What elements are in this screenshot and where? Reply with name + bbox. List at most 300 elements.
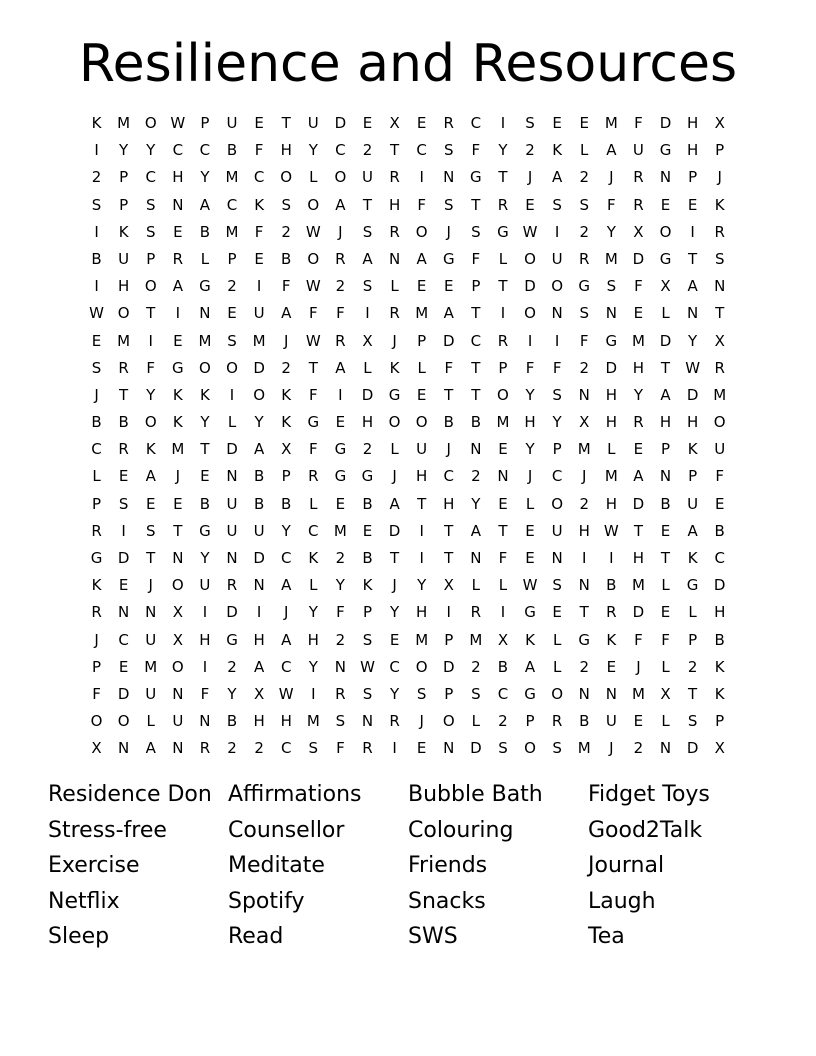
grid-letter[interactable]: T [633, 521, 643, 540]
grid-letter[interactable]: L [309, 494, 318, 513]
grid-letter[interactable]: G [524, 684, 536, 703]
grid-letter[interactable]: X [714, 739, 725, 758]
grid-letter[interactable]: E [416, 277, 427, 296]
grid-letter[interactable]: N [578, 385, 590, 404]
grid-letter[interactable]: B [497, 657, 509, 676]
grid-letter[interactable]: 2 [281, 222, 291, 241]
grid-letter[interactable]: C [497, 684, 509, 703]
grid-letter[interactable]: E [173, 331, 183, 350]
grid-letter[interactable]: W [603, 521, 619, 540]
grid-letter[interactable]: O [524, 249, 536, 268]
grid-letter[interactable]: U [226, 521, 238, 540]
grid-letter[interactable]: A [199, 195, 211, 214]
grid-letter[interactable]: T [417, 494, 427, 513]
grid-letter[interactable]: D [334, 114, 347, 132]
grid-letter[interactable]: M [469, 630, 483, 649]
grid-letter[interactable]: U [253, 521, 265, 540]
grid-letter[interactable]: N [172, 739, 184, 758]
grid-letter[interactable]: G [578, 277, 591, 296]
grid-letter[interactable]: R [389, 712, 400, 731]
grid-letter[interactable]: A [633, 467, 644, 486]
grid-letter[interactable]: E [606, 657, 617, 676]
grid-letter[interactable]: G [334, 467, 347, 486]
grid-letter[interactable]: O [171, 657, 184, 676]
grid-letter[interactable]: 2 [579, 168, 589, 187]
grid-letter[interactable]: R [497, 195, 509, 214]
grid-letter[interactable]: K [552, 141, 563, 160]
grid-letter[interactable]: U [145, 630, 157, 649]
grid-letter[interactable]: P [688, 630, 698, 649]
grid-letter[interactable]: S [687, 712, 698, 731]
grid-letter[interactable]: P [525, 712, 535, 731]
grid-letter[interactable]: L [661, 304, 670, 323]
grid-letter[interactable]: S [308, 739, 319, 758]
grid-letter[interactable]: K [687, 549, 698, 567]
grid-letter[interactable]: P [660, 440, 671, 459]
grid-letter[interactable]: I [94, 277, 99, 296]
grid-letter[interactable]: E [633, 712, 644, 731]
grid-letter[interactable]: T [688, 249, 698, 268]
grid-letter[interactable]: R [199, 739, 211, 758]
grid-letter[interactable]: F [200, 684, 210, 703]
grid-letter[interactable]: L [92, 467, 101, 486]
grid-letter[interactable]: J [446, 440, 451, 459]
grid-letter[interactable]: U [632, 141, 644, 160]
grid-letter[interactable]: F [417, 195, 426, 214]
grid-letter[interactable]: R [606, 603, 617, 622]
grid-letter[interactable]: I [175, 304, 181, 323]
grid-letter[interactable]: E [362, 521, 373, 540]
grid-letter[interactable]: D [632, 249, 645, 268]
grid-letter[interactable]: K [145, 440, 156, 459]
grid-letter[interactable]: F [579, 331, 589, 350]
grid-letter[interactable]: B [226, 141, 238, 160]
grid-letter[interactable]: Y [525, 385, 535, 404]
grid-letter[interactable]: A [470, 521, 481, 540]
grid-letter[interactable]: N [714, 277, 726, 296]
grid-letter[interactable]: N [334, 657, 346, 676]
grid-letter[interactable]: J [392, 331, 397, 350]
grid-letter[interactable]: M [713, 385, 727, 404]
grid-letter[interactable]: C [145, 168, 156, 187]
grid-letter[interactable]: L [417, 358, 426, 377]
grid-letter[interactable]: A [145, 739, 156, 758]
grid-letter[interactable]: J [582, 467, 587, 486]
grid-letter[interactable]: E [416, 739, 427, 758]
grid-letter[interactable]: X [579, 413, 590, 432]
grid-letter[interactable]: H [605, 385, 617, 404]
grid-letter[interactable]: I [419, 549, 424, 567]
grid-letter[interactable]: U [416, 440, 428, 459]
grid-letter[interactable]: I [419, 521, 424, 540]
grid-letter[interactable]: M [144, 657, 158, 676]
grid-letter[interactable]: C [416, 141, 427, 160]
grid-letter[interactable]: M [198, 331, 212, 350]
grid-letter[interactable]: B [281, 494, 292, 513]
grid-letter[interactable]: R [226, 576, 238, 595]
grid-letter[interactable]: N [172, 195, 184, 214]
grid-letter[interactable]: T [200, 440, 210, 459]
grid-letter[interactable]: E [416, 385, 427, 404]
grid-letter[interactable]: T [471, 195, 481, 214]
grid-letter[interactable]: 2 [579, 358, 589, 377]
grid-letter[interactable]: J [446, 222, 451, 241]
grid-letter[interactable]: H [659, 413, 672, 432]
grid-letter[interactable]: R [91, 521, 102, 540]
grid-letter[interactable]: A [253, 657, 265, 676]
grid-letter[interactable]: F [552, 358, 562, 377]
grid-letter[interactable]: P [688, 467, 698, 486]
grid-letter[interactable]: Y [227, 684, 237, 703]
grid-letter[interactable]: F [444, 358, 454, 377]
grid-letter[interactable]: P [417, 331, 427, 350]
grid-letter[interactable]: B [91, 413, 102, 432]
grid-letter[interactable]: L [525, 494, 535, 513]
grid-letter[interactable]: R [714, 358, 725, 377]
grid-letter[interactable]: T [444, 549, 454, 567]
grid-letter[interactable]: J [392, 576, 397, 595]
grid-letter[interactable]: L [146, 712, 155, 731]
grid-letter[interactable]: N [497, 467, 509, 486]
grid-letter[interactable]: I [121, 521, 126, 540]
grid-letter[interactable]: R [470, 603, 482, 622]
grid-letter[interactable]: W [278, 684, 294, 703]
grid-letter[interactable]: G [172, 358, 184, 377]
grid-letter[interactable]: I [256, 603, 262, 622]
grid-letter[interactable]: L [309, 168, 318, 187]
grid-letter[interactable]: B [253, 467, 265, 486]
grid-letter[interactable]: U [199, 576, 211, 595]
grid-letter[interactable]: H [361, 413, 374, 432]
grid-letter[interactable]: E [389, 630, 400, 649]
grid-letter[interactable]: D [605, 358, 618, 377]
grid-letter[interactable]: D [442, 657, 455, 676]
grid-letter[interactable]: A [253, 440, 265, 459]
grid-letter[interactable]: O [253, 385, 266, 404]
grid-letter[interactable]: K [606, 630, 617, 649]
grid-letter[interactable]: E [525, 195, 535, 214]
grid-letter[interactable]: F [525, 358, 535, 377]
grid-letter[interactable]: S [471, 222, 481, 241]
grid-letter[interactable]: P [146, 249, 156, 268]
grid-letter[interactable]: E [525, 521, 535, 540]
grid-letter[interactable]: N [226, 549, 238, 567]
grid-letter[interactable]: F [254, 141, 264, 160]
grid-letter[interactable]: B [714, 521, 725, 540]
grid-letter[interactable]: E [118, 657, 129, 676]
grid-letter[interactable]: G [388, 385, 401, 404]
grid-letter[interactable]: A [362, 249, 373, 268]
grid-letter[interactable]: M [604, 114, 618, 132]
grid-letter[interactable]: Y [308, 141, 318, 160]
grid-letter[interactable]: 2 [362, 141, 373, 160]
grid-letter[interactable]: T [281, 114, 291, 132]
grid-letter[interactable]: S [498, 739, 508, 758]
grid-letter[interactable]: X [281, 440, 292, 459]
grid-letter[interactable]: J [636, 657, 641, 676]
grid-letter[interactable]: D [117, 684, 130, 703]
grid-letter[interactable]: E [335, 494, 346, 513]
grid-letter[interactable]: U [307, 114, 319, 132]
grid-letter[interactable]: C [389, 657, 400, 676]
grid-letter[interactable]: W [305, 222, 321, 241]
grid-letter[interactable]: T [119, 385, 129, 404]
grid-letter[interactable]: K [687, 440, 698, 459]
grid-letter[interactable]: F [336, 603, 345, 622]
grid-letter[interactable]: T [444, 385, 454, 404]
grid-letter[interactable]: S [145, 195, 156, 214]
grid-letter[interactable]: 2 [91, 168, 102, 187]
grid-letter[interactable]: I [148, 331, 153, 350]
grid-letter[interactable]: X [443, 576, 454, 595]
grid-letter[interactable]: T [715, 304, 725, 323]
grid-letter[interactable]: A [416, 249, 427, 268]
grid-letter[interactable]: M [225, 222, 239, 241]
grid-letter[interactable]: P [471, 277, 481, 296]
grid-letter[interactable]: R [362, 739, 373, 758]
grid-letter[interactable]: C [470, 331, 482, 350]
grid-letter[interactable]: G [524, 603, 536, 622]
grid-letter[interactable]: O [442, 712, 455, 731]
grid-letter[interactable]: 2 [254, 739, 264, 758]
grid-letter[interactable]: O [551, 277, 564, 296]
grid-letter[interactable]: K [281, 385, 292, 404]
grid-letter[interactable]: R [443, 114, 454, 132]
grid-letter[interactable]: O [524, 739, 536, 758]
grid-letter[interactable]: K [172, 385, 183, 404]
grid-letter[interactable]: I [554, 331, 560, 350]
grid-letter[interactable]: O [551, 684, 564, 703]
grid-letter[interactable]: B [470, 413, 481, 432]
grid-letter[interactable]: Y [633, 385, 643, 404]
grid-letter[interactable]: H [280, 141, 292, 160]
grid-letter[interactable]: T [362, 195, 373, 214]
grid-letter[interactable]: N [199, 304, 211, 323]
grid-letter[interactable]: T [660, 549, 671, 567]
grid-letter[interactable]: X [389, 114, 400, 132]
grid-letter[interactable]: H [632, 358, 645, 377]
grid-letter[interactable]: N [172, 684, 184, 703]
grid-letter[interactable]: K [714, 684, 725, 703]
grid-letter[interactable]: S [552, 739, 562, 758]
grid-letter[interactable]: R [389, 222, 400, 241]
grid-letter[interactable]: I [229, 385, 235, 404]
grid-letter[interactable]: P [281, 467, 291, 486]
grid-letter[interactable]: G [659, 141, 672, 160]
grid-letter[interactable]: M [604, 467, 618, 486]
grid-letter[interactable]: E [416, 114, 427, 132]
grid-letter[interactable]: D [226, 440, 238, 459]
grid-letter[interactable]: 2 [227, 277, 237, 296]
grid-letter[interactable]: L [688, 603, 697, 622]
grid-letter[interactable]: O [199, 358, 211, 377]
grid-letter[interactable]: U [687, 494, 699, 513]
grid-letter[interactable]: U [253, 304, 265, 323]
grid-letter[interactable]: N [388, 249, 401, 268]
grid-letter[interactable]: R [335, 684, 346, 703]
grid-letter[interactable]: X [362, 331, 373, 350]
grid-letter[interactable]: H [686, 413, 699, 432]
grid-letter[interactable]: T [688, 684, 698, 703]
grid-letter[interactable]: J [609, 739, 614, 758]
grid-letter[interactable]: F [661, 630, 670, 649]
grid-letter[interactable]: A [281, 630, 292, 649]
grid-letter[interactable]: J [419, 712, 424, 731]
grid-letter[interactable]: 2 [335, 277, 346, 296]
grid-letter[interactable]: E [552, 603, 562, 622]
grid-letter[interactable]: B [362, 494, 373, 513]
grid-letter[interactable]: T [444, 521, 454, 540]
grid-letter[interactable]: G [226, 630, 238, 649]
grid-letter[interactable]: A [524, 657, 536, 676]
grid-letter[interactable]: I [202, 657, 208, 676]
grid-letter[interactable]: F [471, 249, 481, 268]
grid-letter[interactable]: H [632, 549, 645, 567]
grid-letter[interactable]: N [443, 168, 455, 187]
grid-letter[interactable]: N [551, 549, 563, 567]
grid-letter[interactable]: M [577, 440, 591, 459]
grid-letter[interactable]: O [415, 222, 428, 241]
grid-letter[interactable]: W [305, 277, 321, 296]
grid-letter[interactable]: I [419, 168, 424, 187]
grid-letter[interactable]: K [714, 195, 725, 214]
grid-letter[interactable]: W [89, 304, 104, 323]
grid-letter[interactable]: D [442, 331, 455, 350]
grid-letter[interactable]: F [634, 114, 643, 132]
grid-letter[interactable]: F [715, 467, 725, 486]
grid-letter[interactable]: F [281, 277, 291, 296]
grid-letter[interactable]: C [226, 195, 238, 214]
grid-letter[interactable]: E [714, 494, 725, 513]
grid-letter[interactable]: A [172, 277, 183, 296]
grid-letter[interactable]: G [199, 521, 211, 540]
grid-letter[interactable]: N [551, 304, 563, 323]
grid-letter[interactable]: B [253, 494, 265, 513]
grid-letter[interactable]: H [605, 413, 617, 432]
grid-letter[interactable]: M [117, 114, 131, 132]
grid-letter[interactable]: R [91, 603, 102, 622]
grid-letter[interactable]: J [94, 385, 99, 404]
grid-letter[interactable]: T [579, 603, 589, 622]
grid-letter[interactable]: D [226, 603, 238, 622]
grid-letter[interactable]: A [687, 277, 698, 296]
grid-letter[interactable]: H [524, 413, 536, 432]
grid-letter[interactable]: K [525, 630, 535, 649]
grid-letter[interactable]: D [632, 494, 645, 513]
grid-letter[interactable]: G [334, 440, 347, 459]
grid-letter[interactable]: F [498, 549, 508, 567]
grid-letter[interactable]: L [661, 712, 670, 731]
grid-letter[interactable]: F [336, 304, 345, 323]
grid-letter[interactable]: F [308, 304, 318, 323]
grid-letter[interactable]: C [280, 657, 292, 676]
grid-letter[interactable]: P [92, 657, 102, 676]
grid-letter[interactable]: 2 [227, 657, 237, 676]
grid-letter[interactable]: O [497, 385, 509, 404]
grid-letter[interactable]: N [578, 684, 590, 703]
grid-letter[interactable]: E [525, 549, 535, 567]
grid-letter[interactable]: C [308, 521, 319, 540]
grid-letter[interactable]: O [280, 168, 293, 187]
grid-letter[interactable]: 2 [498, 712, 508, 731]
grid-letter[interactable]: B [91, 249, 102, 268]
grid-letter[interactable]: L [498, 576, 508, 595]
grid-letter[interactable]: N [659, 467, 672, 486]
grid-letter[interactable]: K [389, 358, 400, 377]
grid-letter[interactable]: I [500, 603, 506, 622]
grid-letter[interactable]: G [497, 222, 509, 241]
grid-letter[interactable]: X [91, 739, 102, 758]
grid-letter[interactable]: E [254, 249, 264, 268]
grid-letter[interactable]: L [471, 712, 481, 731]
grid-letter[interactable]: N [253, 576, 265, 595]
grid-letter[interactable]: G [659, 249, 672, 268]
grid-letter[interactable]: R [714, 222, 725, 241]
grid-letter[interactable]: P [552, 440, 562, 459]
grid-letter[interactable]: X [253, 684, 265, 703]
grid-letter[interactable]: N [578, 576, 590, 595]
grid-letter[interactable]: Y [254, 413, 264, 432]
grid-letter[interactable]: L [309, 576, 318, 595]
grid-letter[interactable]: 2 [362, 440, 373, 459]
grid-letter[interactable]: C [335, 141, 346, 160]
grid-letter[interactable]: O [524, 304, 536, 323]
grid-letter[interactable]: D [388, 521, 401, 540]
grid-letter[interactable]: M [117, 331, 131, 350]
grid-letter[interactable]: H [172, 168, 184, 187]
grid-letter[interactable]: Y [200, 168, 210, 187]
grid-letter[interactable]: I [582, 549, 587, 567]
grid-letter[interactable]: 2 [281, 358, 291, 377]
grid-letter[interactable]: R [551, 712, 563, 731]
grid-letter[interactable]: R [118, 358, 129, 377]
grid-letter[interactable]: D [361, 385, 374, 404]
grid-letter[interactable]: U [118, 249, 130, 268]
grid-letter[interactable]: U [551, 521, 563, 540]
grid-letter[interactable]: D [253, 549, 265, 567]
grid-letter[interactable]: C [551, 467, 563, 486]
grid-letter[interactable]: B [199, 494, 211, 513]
grid-letter[interactable]: I [554, 222, 560, 241]
grid-letter[interactable]: E [633, 304, 644, 323]
grid-letter[interactable]: R [389, 168, 400, 187]
grid-letter[interactable]: F [634, 277, 643, 296]
grid-letter[interactable]: P [715, 712, 725, 731]
grid-letter[interactable]: P [498, 358, 508, 377]
grid-letter[interactable]: G [199, 277, 211, 296]
grid-letter[interactable]: M [631, 576, 645, 595]
grid-letter[interactable]: P [119, 195, 129, 214]
grid-letter[interactable]: M [171, 440, 185, 459]
grid-letter[interactable]: G [578, 630, 591, 649]
grid-letter[interactable]: O [144, 114, 157, 132]
grid-letter[interactable]: K [254, 195, 265, 214]
grid-letter[interactable]: Y [200, 413, 210, 432]
grid-letter[interactable]: S [552, 385, 562, 404]
grid-letter[interactable]: L [227, 413, 237, 432]
grid-letter[interactable]: E [335, 413, 346, 432]
grid-letter[interactable]: E [660, 195, 671, 214]
grid-letter[interactable]: S [552, 195, 562, 214]
grid-letter[interactable]: S [525, 114, 535, 132]
grid-letter[interactable]: M [496, 413, 510, 432]
grid-letter[interactable]: Y [389, 603, 400, 622]
grid-letter[interactable]: B [579, 712, 590, 731]
grid-letter[interactable]: T [498, 277, 508, 296]
grid-letter[interactable]: I [527, 331, 533, 350]
grid-letter[interactable]: J [338, 222, 343, 241]
grid-letter[interactable]: P [92, 494, 102, 513]
